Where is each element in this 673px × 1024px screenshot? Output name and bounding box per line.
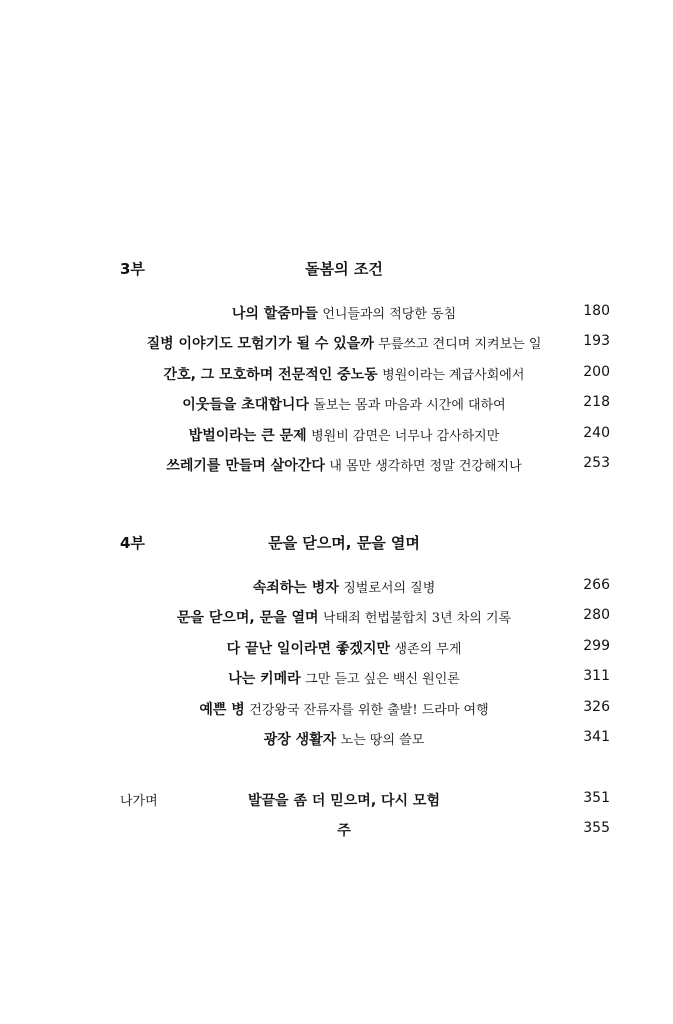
toc-entry[interactable] [0, 425, 673, 447]
closing-label: 나가며 [120, 794, 158, 809]
toc-entry-notes[interactable] [0, 820, 673, 842]
entry-page: 341 [583, 729, 610, 745]
entry-subtitle: 낙태죄 헌법불합치 3년 차의 기록 [323, 611, 512, 626]
entry-title: 나의 할줌마들 [231, 306, 318, 322]
entry-page: 280 [583, 607, 610, 623]
entry-page: 311 [583, 668, 610, 684]
part-4-title: 문을 닫으며, 문을 열며 [268, 534, 420, 552]
entry-subtitle: 노는 땅의 쓸모 [340, 733, 425, 748]
part-3-label: 3부 [120, 260, 145, 278]
toc-entry[interactable] [0, 394, 673, 416]
entry-page: 299 [583, 638, 610, 654]
toc-entry[interactable] [0, 455, 673, 477]
entry-title: 밥벌이라는 큰 문제 [188, 428, 307, 444]
entry-subtitle: 무릎쓰고 견디며 지켜보는 일 [378, 337, 542, 352]
entry-page: 200 [583, 364, 610, 380]
toc-entry[interactable] [0, 364, 673, 386]
toc-entry[interactable] [0, 638, 673, 660]
toc-entry[interactable] [0, 699, 673, 721]
entry-title: 간호, 그 모호하며 전문적인 중노동 [163, 367, 378, 383]
entry-page: 326 [583, 699, 610, 715]
entry-title: 이웃들을 초대합니다 [182, 397, 309, 413]
entry-page: 355 [583, 820, 610, 836]
entry-title: 속죄하는 병자 [252, 580, 339, 596]
toc-entry[interactable] [0, 303, 673, 325]
entry-title: 주 [337, 823, 351, 839]
entry-title: 나는 키메라 [228, 671, 301, 687]
entry-page: 351 [583, 790, 610, 806]
entry-subtitle: 생존의 무게 [394, 642, 462, 657]
toc-entry[interactable] [0, 333, 673, 355]
entry-subtitle: 징벌로서의 질병 [343, 581, 436, 596]
part-3-title: 돌봄의 조건 [305, 260, 383, 278]
entry-subtitle: 병원비 감면은 너무나 감사하지만 [311, 429, 500, 444]
entry-subtitle: 돌보는 몸과 마음과 시간에 대하여 [313, 398, 506, 413]
entry-page: 266 [583, 577, 610, 593]
entry-title: 다 끝난 일이라면 좋겠지만 [226, 641, 390, 657]
entry-title: 쓰레기를 만들며 살아간다 [166, 458, 325, 474]
part-4-header [0, 532, 673, 554]
part-3-header [0, 258, 673, 280]
entry-title: 질병 이야기도 모험기가 될 수 있을까 [146, 336, 374, 352]
entry-subtitle: 건강왕국 잔류자를 위한 출발! 드라마 여행 [249, 703, 489, 718]
toc-entry-closing[interactable] [0, 790, 673, 812]
entry-subtitle: 언니들과의 적당한 동침 [322, 307, 457, 322]
entry-title: 광장 생활자 [263, 732, 337, 748]
entry-page: 218 [583, 394, 610, 410]
part-4-label: 4부 [120, 534, 145, 552]
entry-title: 문을 닫으며, 문을 열며 [176, 610, 319, 626]
entry-title: 발끝을 좀 더 믿으며, 다시 모험 [248, 793, 440, 809]
entry-title: 예쁜 병 [199, 702, 245, 718]
entry-page: 180 [583, 303, 610, 319]
toc-entry[interactable] [0, 729, 673, 751]
toc-entry[interactable] [0, 607, 673, 629]
entry-subtitle: 그만 듣고 싶은 백신 원인론 [305, 672, 460, 687]
toc-entry[interactable] [0, 668, 673, 690]
entry-subtitle: 내 몸만 생각하면 정말 건강해지나 [329, 459, 522, 474]
entry-page: 193 [583, 333, 610, 349]
entry-page: 240 [583, 425, 610, 441]
entry-page: 253 [583, 455, 610, 471]
entry-subtitle: 병원이라는 계급사회에서 [382, 368, 525, 383]
toc-entry[interactable] [0, 577, 673, 599]
